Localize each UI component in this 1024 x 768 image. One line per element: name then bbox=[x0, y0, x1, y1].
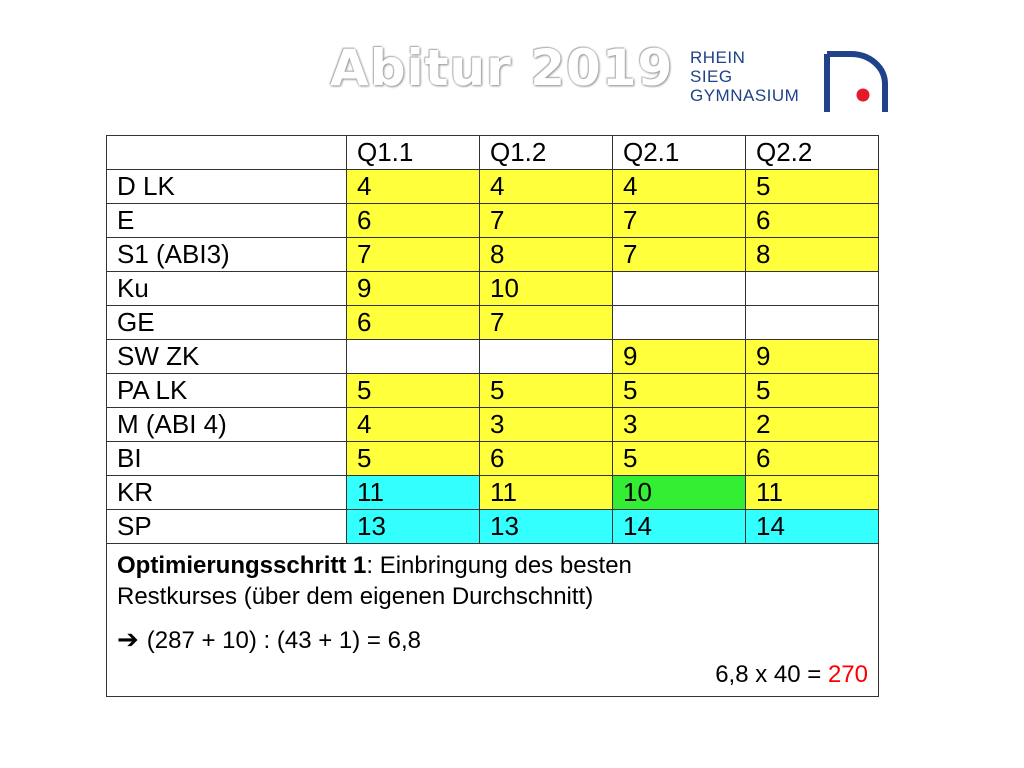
right-arrow-icon: ➔ bbox=[117, 625, 139, 655]
subject-cell: M (ABI 4) bbox=[107, 408, 347, 442]
grade-cell: 13 bbox=[347, 510, 480, 544]
table-row bbox=[107, 204, 879, 238]
table-row bbox=[107, 238, 879, 272]
subject-cell: E bbox=[107, 204, 347, 238]
formula-text: (287 + 10) : (43 + 1) = 6,8 bbox=[146, 627, 421, 654]
grade-cell: 9 bbox=[613, 340, 746, 374]
grade-cell: 7 bbox=[613, 204, 746, 238]
subject-cell: S1 (ABI3) bbox=[107, 238, 347, 272]
grade-cell: 3 bbox=[613, 408, 746, 442]
logo-mark-icon bbox=[823, 50, 895, 114]
logo-line-sieg: SIEG bbox=[690, 67, 733, 86]
grade-cell: 14 bbox=[746, 510, 879, 544]
grade-cell: 8 bbox=[746, 238, 879, 272]
grade-cell: 4 bbox=[347, 170, 480, 204]
table-row bbox=[107, 306, 879, 340]
result-value: 270 bbox=[827, 661, 868, 688]
subject-cell: SP bbox=[107, 510, 347, 544]
summary-cell bbox=[107, 544, 879, 697]
table-row bbox=[107, 510, 879, 544]
summary-row bbox=[107, 544, 879, 697]
subject-cell: KR bbox=[107, 476, 347, 510]
summary-step-line bbox=[117, 550, 868, 581]
grade-cell: 11 bbox=[746, 476, 879, 510]
table-row bbox=[107, 340, 879, 374]
grade-cell: 13 bbox=[480, 510, 613, 544]
header-cell-empty bbox=[107, 136, 347, 170]
grade-cell: 5 bbox=[613, 442, 746, 476]
summary-step-line-2: Restkurses (über dem eigenen Durchschnitt) bbox=[117, 583, 594, 610]
header-cell-q1-2: Q1.2 bbox=[480, 136, 613, 170]
table-row bbox=[107, 272, 879, 306]
grade-cell: 10 bbox=[613, 476, 746, 510]
logo-line-gymnasium: GYMNASIUM bbox=[690, 86, 800, 105]
grade-cell: 6 bbox=[347, 204, 480, 238]
grade-cell: 5 bbox=[480, 374, 613, 408]
grade-cell: 6 bbox=[347, 306, 480, 340]
page-title: Abitur 2019 bbox=[330, 39, 674, 97]
grade-table-body bbox=[107, 136, 879, 544]
subject-cell: GE bbox=[107, 306, 347, 340]
result-prefix: 6,8 x 40 = bbox=[715, 661, 828, 688]
grade-cell: 9 bbox=[746, 340, 879, 374]
school-logo bbox=[690, 48, 900, 114]
table-row bbox=[107, 476, 879, 510]
grade-cell: 14 bbox=[613, 510, 746, 544]
logo-text bbox=[690, 48, 799, 105]
grade-cell bbox=[746, 272, 879, 306]
table-header-row bbox=[107, 136, 879, 170]
table-row bbox=[107, 170, 879, 204]
table-row bbox=[107, 442, 879, 476]
grade-cell: 9 bbox=[347, 272, 480, 306]
table-row bbox=[107, 408, 879, 442]
grade-cell: 7 bbox=[347, 238, 480, 272]
header-cell-q2-1: Q2.1 bbox=[613, 136, 746, 170]
formula-line bbox=[117, 625, 868, 656]
grade-cell: 11 bbox=[480, 476, 613, 510]
subject-cell: PA LK bbox=[107, 374, 347, 408]
logo-line-rhein: RHEIN bbox=[690, 48, 746, 67]
grade-cell: 4 bbox=[613, 170, 746, 204]
grade-cell: 5 bbox=[347, 374, 480, 408]
grade-cell: 3 bbox=[480, 408, 613, 442]
grade-cell: 2 bbox=[746, 408, 879, 442]
grade-cell: 7 bbox=[480, 306, 613, 340]
grade-cell bbox=[746, 306, 879, 340]
grade-cell bbox=[613, 272, 746, 306]
grade-cell: 4 bbox=[347, 408, 480, 442]
grade-cell: 6 bbox=[746, 442, 879, 476]
table-row bbox=[107, 374, 879, 408]
subject-cell: Ku bbox=[107, 272, 347, 306]
grade-cell: 11 bbox=[347, 476, 480, 510]
grade-cell: 5 bbox=[347, 442, 480, 476]
subject-cell: D LK bbox=[107, 170, 347, 204]
grade-table bbox=[106, 135, 879, 697]
grade-cell: 8 bbox=[480, 238, 613, 272]
grade-cell: 7 bbox=[480, 204, 613, 238]
subject-cell: SW ZK bbox=[107, 340, 347, 374]
grade-cell: 5 bbox=[746, 170, 879, 204]
summary-body bbox=[107, 544, 879, 697]
grade-cell: 5 bbox=[746, 374, 879, 408]
grade-cell bbox=[480, 340, 613, 374]
grade-cell: 10 bbox=[480, 272, 613, 306]
subject-cell: BI bbox=[107, 442, 347, 476]
result-line bbox=[117, 660, 868, 690]
grade-cell: 4 bbox=[480, 170, 613, 204]
header-cell-q2-2: Q2.2 bbox=[746, 136, 879, 170]
step-title: Optimierungsschritt 1 bbox=[117, 552, 367, 579]
logo-dot-icon bbox=[857, 89, 870, 102]
grade-cell: 5 bbox=[613, 374, 746, 408]
grade-cell bbox=[347, 340, 480, 374]
grade-cell: 6 bbox=[480, 442, 613, 476]
step-description: : Einbringung des besten bbox=[366, 552, 632, 579]
grade-cell: 7 bbox=[613, 238, 746, 272]
grade-cell: 6 bbox=[746, 204, 879, 238]
grade-cell bbox=[613, 306, 746, 340]
header-cell-q1-1: Q1.1 bbox=[347, 136, 480, 170]
